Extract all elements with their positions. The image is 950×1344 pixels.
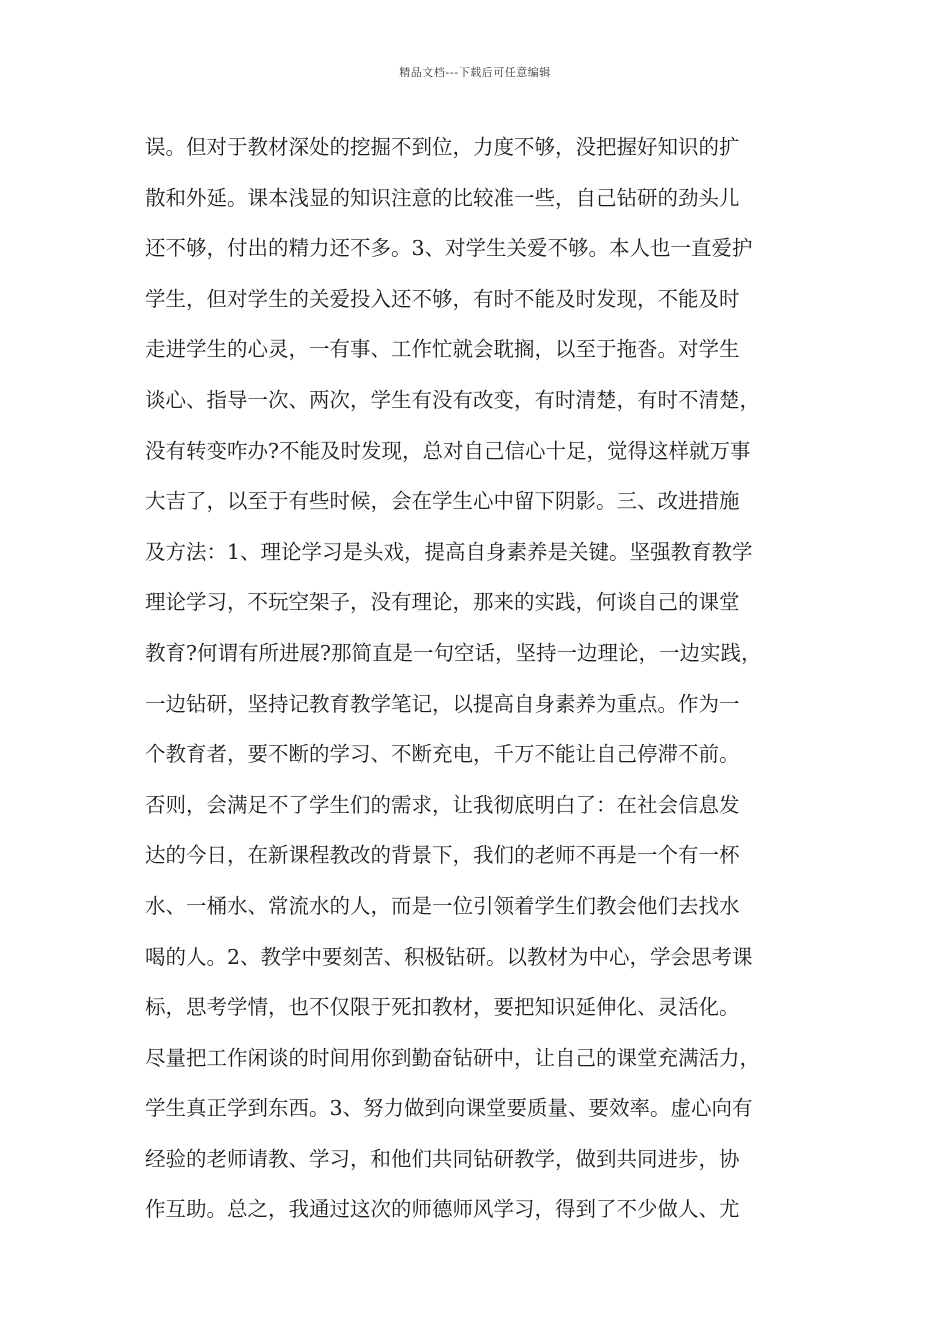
text-line: 还不够，付出的精力还不多。3、对学生关爱不够。本人也一直爱护 xyxy=(145,236,753,261)
text-line: 没有转变咋办?不能及时发现，总对自己信心十足，觉得这样就万事 xyxy=(145,438,751,463)
text-line: 学生，但对学生的关爱投入还不够，有时不能及时发现，不能及时 xyxy=(145,286,740,311)
text-line: 走进学生的心灵，一有事、工作忙就会耽搁，以至于拖沓。对学生 xyxy=(145,337,740,362)
text-line: 水、一桶水、常流水的人，而是一位引领着学生们教会他们去找水 xyxy=(145,893,740,918)
text-line: 达的今日，在新课程教改的背景下，我们的老师不再是一个有一杯 xyxy=(145,843,740,868)
text-line: 谈心、指导一次、两次，学生有没有改变，有时清楚，有时不清楚， xyxy=(145,387,760,412)
text-line: 否则，会满足不了学生们的需求，让我彻底明白了：在社会信息发 xyxy=(145,792,740,817)
text-line: 标，思考学情，也不仅限于死扣教材，要把知识延伸化、灵活化。 xyxy=(145,995,740,1020)
text-line: 尽量把工作闲谈的时间用你到勤奋钻研中，让自己的课堂充满活力， xyxy=(145,1045,760,1070)
text-line: 教育?何谓有所进展?那简直是一句空话，坚持一边理论，一边实践， xyxy=(145,640,762,665)
text-line: 个教育者，要不断的学习、不断充电，千万不能让自己停滞不前。 xyxy=(145,742,740,767)
text-line: 一边钻研，坚持记教育教学笔记，以提高自身素养为重点。作为一 xyxy=(145,691,740,716)
body-text xyxy=(145,122,835,1235)
page-header: 精品文档---下载后可任意编辑 xyxy=(399,66,551,79)
text-line: 理论学习，不玩空架子，没有理论，那来的实践，何谈自己的课堂 xyxy=(145,590,740,615)
text-line: 作互助。总之，我通过这次的师德师风学习，得到了不少做人、尤 xyxy=(145,1197,740,1222)
text-line: 及方法：1、理论学习是头戏，提高自身素养是关键。坚强教育教学 xyxy=(145,539,753,564)
text-line: 散和外延。课本浅显的知识注意的比较准一些，自己钻研的劲头儿 xyxy=(145,185,740,210)
text-line: 学生真正学到东西。3、努力做到向课堂要质量、要效率。虚心向有 xyxy=(145,1096,753,1121)
text-line: 大吉了，以至于有些时候，会在学生心中留下阴影。三、改进措施 xyxy=(145,489,740,514)
text-line: 喝的人。2、教学中要刻苦、积极钻研。以教材为中心，学会思考课 xyxy=(145,944,753,969)
text-line: 经验的老师请教、学习，和他们共同钻研教学，做到共同进步，协 xyxy=(145,1146,740,1171)
text-line: 误。但对于教材深处的挖掘不到位，力度不够，没把握好知识的扩 xyxy=(145,135,740,159)
